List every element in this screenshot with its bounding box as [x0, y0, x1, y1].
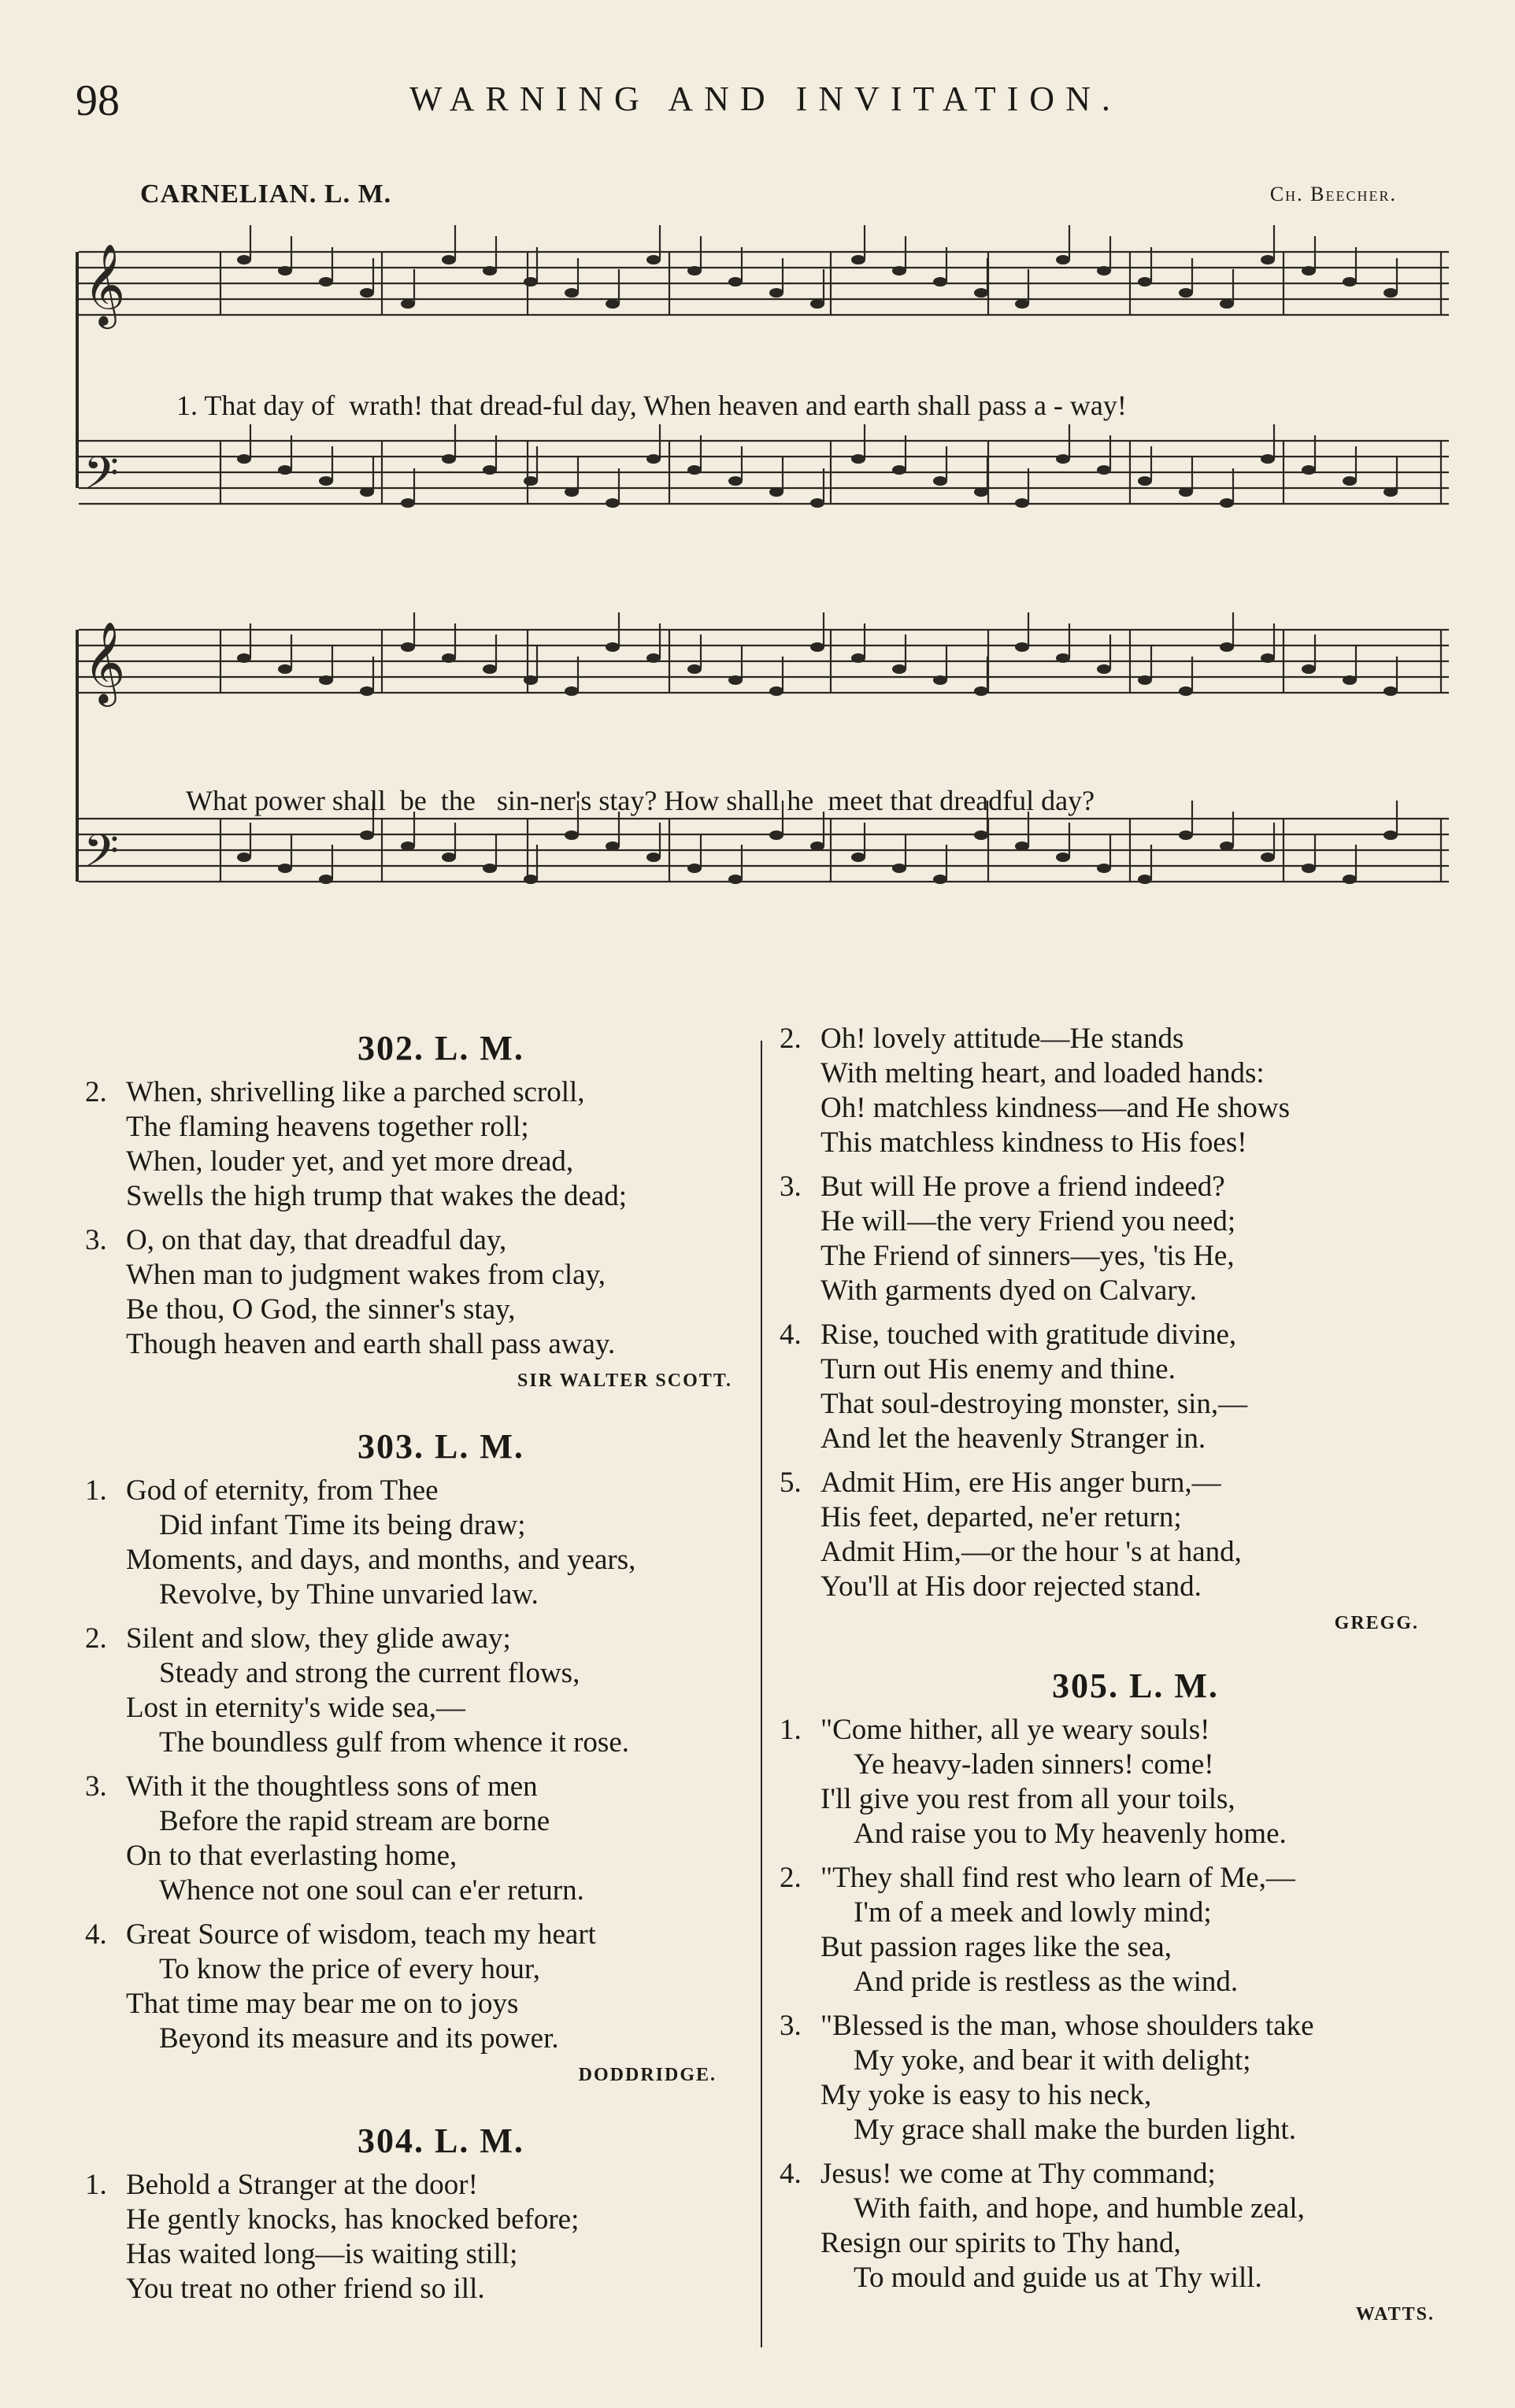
verse-number: 4.: [780, 1319, 802, 1351]
verse-line: I'll give you rest from all your toils,: [820, 1783, 1235, 1815]
note-head: [728, 277, 743, 287]
verse-line: "They shall find rest who learn of Me,—: [820, 1862, 1295, 1894]
note-head: [1261, 853, 1275, 862]
verse-line: God of eternity, from Thee: [126, 1474, 439, 1507]
note-head: [851, 454, 865, 464]
verse-line: And pride is restless as the wind.: [854, 1966, 1239, 1998]
note-head: [1384, 686, 1398, 696]
note-head: [1015, 498, 1029, 508]
note-head: [1261, 255, 1275, 264]
note-head: [237, 454, 251, 464]
verse-line: Rise, touched with gratitude divine,: [820, 1319, 1237, 1351]
verse-line: Whence not one soul can e'er return.: [159, 1874, 584, 1907]
verse-number: 2.: [780, 1862, 802, 1894]
tune-name: CARNELIAN. L. M.: [140, 179, 392, 209]
verse-line: Lost in eternity's wide sea,—: [126, 1692, 466, 1724]
note-head: [1015, 642, 1029, 652]
hymn-304-author: GREGG.: [1334, 1613, 1419, 1633]
bass-clef-icon: 𝄢: [83, 824, 120, 889]
verse-line: That soul-destroying monster, sin,—: [820, 1388, 1248, 1420]
hymn-302-verse-3: [85, 1223, 756, 1362]
verse-line: You treat no other friend so ill.: [126, 2273, 485, 2305]
note-head: [360, 830, 374, 840]
verse-line: To mould and guide us at Thy will.: [854, 2262, 1262, 2294]
note-head: [1302, 664, 1316, 674]
note-head: [483, 864, 497, 873]
note-head: [810, 498, 824, 508]
right-column: [780, 1022, 1450, 2332]
note-head: [892, 266, 906, 276]
verse-number: 3.: [780, 2010, 802, 2042]
note-head: [606, 842, 620, 851]
note-head: [1343, 277, 1357, 287]
note-head: [1384, 830, 1398, 840]
verse-line: My yoke, and bear it with delight;: [854, 2044, 1251, 2077]
note-head: [851, 653, 865, 663]
verse-line: Revolve, by Thine unvaried law.: [159, 1578, 539, 1611]
note-head: [1138, 476, 1152, 486]
verse-number: 5.: [780, 1467, 802, 1499]
note-head: [1343, 476, 1357, 486]
note-head: [974, 487, 988, 497]
verse-line: Though heaven and earth shall pass away.: [126, 1328, 616, 1360]
note-head: [1302, 465, 1316, 475]
note-head: [769, 830, 783, 840]
note-head: [933, 277, 947, 287]
verse-line: The Friend of sinners—yes, 'tis He,: [820, 1240, 1235, 1272]
verse-number: 2.: [85, 1076, 107, 1108]
note-head: [278, 864, 292, 873]
note-head: [1056, 853, 1070, 862]
verse-number: 3.: [780, 1171, 802, 1203]
note-head: [1179, 830, 1193, 840]
verse-line: On to that everlasting home,: [126, 1840, 457, 1872]
note-head: [1384, 288, 1398, 298]
note-head: [319, 476, 333, 486]
note-head: [401, 642, 415, 652]
note-head: [1261, 653, 1275, 663]
note-head: [442, 454, 456, 464]
verse-line: Behold a Stranger at the door!: [126, 2169, 478, 2201]
hymn-304-verse-1: [85, 2168, 756, 2306]
note-head: [933, 875, 947, 884]
note-head: [1138, 675, 1152, 685]
treble-clef-icon: 𝄞: [83, 621, 126, 704]
hymn-305-verse-3: [780, 2009, 1450, 2147]
verse-line: Admit Him,—or the hour 's at hand,: [820, 1536, 1242, 1568]
note-head: [1015, 842, 1029, 851]
hymn-304-verse-2: [780, 1022, 1450, 1160]
verse-line: Admit Him, ere His anger burn,—: [820, 1467, 1221, 1499]
verse-line: I'm of a meek and lowly mind;: [854, 1896, 1212, 1929]
verse-line: Steady and strong the current flows,: [159, 1657, 580, 1689]
note-head: [319, 875, 333, 884]
verse-line: My grace shall make the burden light.: [854, 2114, 1297, 2146]
verse-number: 2.: [780, 1023, 802, 1055]
hymn-302-verse-2: [85, 1075, 756, 1214]
note-head: [728, 875, 743, 884]
bass-clef-icon: 𝄢: [83, 446, 120, 511]
music-score: [71, 220, 1457, 976]
verse-line: "Come hither, all ye weary souls!: [820, 1714, 1210, 1746]
note-head: [319, 675, 333, 685]
hymn-305-verse-2: [780, 1861, 1450, 1999]
verse-line: He will—the very Friend you need;: [820, 1205, 1236, 1237]
hymn-305-heading: 305. L. M.: [1052, 1666, 1219, 1705]
verse-line: When man to judgment wakes from clay,: [126, 1259, 606, 1291]
note-head: [442, 853, 456, 862]
verse-line: This matchless kindness to His foes!: [820, 1126, 1247, 1159]
note-head: [1220, 498, 1234, 508]
verse-line: Great Source of wisdom, teach my heart: [126, 1918, 596, 1951]
note-head: [1261, 454, 1275, 464]
note-head: [1343, 875, 1357, 884]
note-head: [646, 853, 661, 862]
note-head: [1097, 465, 1111, 475]
hymn-304-verse-3: [780, 1170, 1450, 1308]
verse-line: When, louder yet, and yet more dread,: [126, 1145, 574, 1178]
note-head: [401, 299, 415, 309]
verse-line: Be thou, O God, the sinner's stay,: [126, 1293, 516, 1326]
left-column: [85, 1029, 756, 2306]
note-head: [565, 288, 579, 298]
note-head: [728, 476, 743, 486]
note-head: [360, 487, 374, 497]
hymn-303-author: DODDRIDGE.: [578, 2065, 717, 2085]
note-head: [483, 465, 497, 475]
note-head: [1097, 864, 1111, 873]
note-head: [646, 255, 661, 264]
verse-line: With faith, and hope, and humble zeal,: [854, 2192, 1305, 2225]
note-head: [1220, 642, 1234, 652]
note-head: [524, 476, 538, 486]
note-head: [565, 487, 579, 497]
verse-line: Jesus! we come at Thy command;: [820, 2158, 1216, 2190]
verse-number: 3.: [85, 1770, 107, 1803]
hymn-303-heading: 303. L. M.: [357, 1427, 524, 1466]
verse-line: And let the heavenly Stranger in.: [820, 1422, 1206, 1455]
verse-line: But passion rages like the sea,: [820, 1931, 1172, 1963]
hymn-303-verse-2: [85, 1622, 756, 1760]
note-head: [483, 664, 497, 674]
verse-line: Silent and slow, they glide away;: [126, 1622, 511, 1655]
verse-line: To know the price of every hour,: [159, 1953, 540, 1985]
verse-line: Oh! lovely attitude—He stands: [820, 1023, 1184, 1055]
note-head: [565, 686, 579, 696]
note-head: [401, 842, 415, 851]
note-head: [933, 675, 947, 685]
note-head: [278, 465, 292, 475]
note-head: [687, 266, 702, 276]
note-head: [360, 288, 374, 298]
hymn-303-verse-1: [85, 1474, 756, 1612]
note-head: [237, 653, 251, 663]
verse-line: Moments, and days, and months, and years,: [126, 1544, 636, 1576]
note-head: [810, 842, 824, 851]
note-head: [892, 465, 906, 475]
hymn-302-author: SIR WALTER SCOTT.: [517, 1370, 732, 1391]
note-head: [442, 255, 456, 264]
note-head: [769, 288, 783, 298]
note-head: [606, 299, 620, 309]
note-head: [1220, 299, 1234, 309]
lyric-line-1: 1. That day of wrath! that dread-ful day, When heaven and earth shall pass a - way!: [176, 390, 1127, 421]
hymn-304-verse-4: [780, 1318, 1450, 1456]
verse-line: O, on that day, that dreadful day,: [126, 1224, 507, 1256]
verse-line: My yoke is easy to his neck,: [820, 2079, 1152, 2111]
note-head: [1056, 454, 1070, 464]
verse-line: Swells the high trump that wakes the dead;: [126, 1180, 628, 1212]
note-head: [769, 686, 783, 696]
verse-line: You'll at His door rejected stand.: [820, 1570, 1202, 1603]
hymn-304-heading: 304. L. M.: [357, 2121, 524, 2160]
note-head: [646, 653, 661, 663]
note-head: [442, 653, 456, 663]
verse-line: He gently knocks, has knocked before;: [126, 2203, 580, 2236]
verse-line: Ye heavy-laden sinners! come!: [854, 1748, 1214, 1781]
note-head: [1179, 487, 1193, 497]
note-head: [769, 487, 783, 497]
note-head: [606, 642, 620, 652]
note-head: [728, 675, 743, 685]
note-head: [1384, 487, 1398, 497]
note-head: [606, 498, 620, 508]
hymn-302-heading: 302. L. M.: [357, 1029, 524, 1067]
hymn-305-author: WATTS.: [1355, 2304, 1435, 2325]
verse-line: That time may bear me on to joys: [126, 1988, 519, 2020]
note-head: [1097, 266, 1111, 276]
hymn-305-verse-4: [780, 2157, 1450, 2295]
note-head: [1302, 864, 1316, 873]
note-head: [1138, 277, 1152, 287]
verse-number: 1.: [85, 1474, 107, 1507]
verse-number: 1.: [85, 2169, 107, 2201]
note-head: [687, 664, 702, 674]
column-divider: [761, 1041, 762, 2347]
verse-line: With it the thoughtless sons of men: [126, 1770, 538, 1803]
verse-line: With garments dyed on Calvary.: [820, 1274, 1198, 1307]
verse-line: And raise you to My heavenly home.: [854, 1818, 1287, 1850]
note-head: [851, 255, 865, 264]
note-head: [974, 830, 988, 840]
verse-line: Oh! matchless kindness—and He shows: [820, 1092, 1291, 1124]
verse-number: 2.: [85, 1622, 107, 1655]
note-head: [974, 686, 988, 696]
note-head: [1179, 686, 1193, 696]
composer: Ch. Beecher.: [1269, 183, 1397, 205]
lyric-line-2: What power shall be the sin-ner's stay? How shall he meet that dreadful day?: [186, 785, 1095, 816]
verse-line: The boundless gulf from whence it rose.: [159, 1726, 629, 1759]
verse-line: Has waited long—is waiting still;: [126, 2238, 518, 2270]
hymn-305-verse-1: [780, 1713, 1450, 1851]
verse-line: "Blessed is the man, whose shoulders take: [820, 2010, 1314, 2042]
verse-line: Before the rapid stream are borne: [159, 1805, 550, 1837]
note-head: [933, 476, 947, 486]
note-head: [687, 864, 702, 873]
note-head: [401, 498, 415, 508]
hymn-304-verse-5: [780, 1466, 1450, 1604]
note-head: [319, 277, 333, 287]
note-head: [483, 266, 497, 276]
note-head: [278, 266, 292, 276]
note-head: [1138, 875, 1152, 884]
verse-line: Turn out His enemy and thine.: [820, 1353, 1176, 1385]
note-head: [810, 299, 824, 309]
note-head: [810, 642, 824, 652]
note-head: [1220, 842, 1234, 851]
verse-line: Did infant Time its being draw;: [159, 1509, 526, 1541]
verse-line: Resign our spirits to Thy hand,: [820, 2227, 1181, 2259]
note-head: [524, 277, 538, 287]
treble-clef-icon: 𝄞: [83, 243, 126, 326]
verse-line: Beyond its measure and its power.: [159, 2022, 559, 2055]
page-number: 98: [76, 76, 120, 125]
note-head: [1015, 299, 1029, 309]
verse-number: 1.: [780, 1714, 802, 1746]
verse-line: When, shrivelling like a parched scroll,: [126, 1076, 585, 1108]
note-head: [1343, 675, 1357, 685]
note-head: [1179, 288, 1193, 298]
note-head: [851, 853, 865, 862]
note-head: [1302, 266, 1316, 276]
note-head: [278, 664, 292, 674]
note-head: [892, 864, 906, 873]
verse-line: His feet, departed, ne'er return;: [820, 1501, 1182, 1533]
note-head: [237, 853, 251, 862]
hymn-303-verse-4: [85, 1918, 756, 2056]
note-head: [360, 686, 374, 696]
verse-line: But will He prove a friend indeed?: [820, 1171, 1225, 1203]
note-head: [524, 675, 538, 685]
verse-number: 3.: [85, 1224, 107, 1256]
note-head: [565, 830, 579, 840]
note-head: [687, 465, 702, 475]
verse-line: The flaming heavens together roll;: [126, 1111, 529, 1143]
note-head: [1056, 653, 1070, 663]
verse-number: 4.: [780, 2158, 802, 2190]
note-head: [1097, 664, 1111, 674]
note-head: [1056, 255, 1070, 264]
verse-number: 4.: [85, 1918, 107, 1951]
note-head: [524, 875, 538, 884]
note-head: [974, 288, 988, 298]
hymn-303-verse-3: [85, 1770, 756, 1908]
section-title: WARNING AND INVITATION.: [409, 80, 1121, 118]
verse-line: With melting heart, and loaded hands:: [820, 1057, 1265, 1089]
note-head: [237, 255, 251, 264]
note-head: [892, 664, 906, 674]
note-head: [646, 454, 661, 464]
